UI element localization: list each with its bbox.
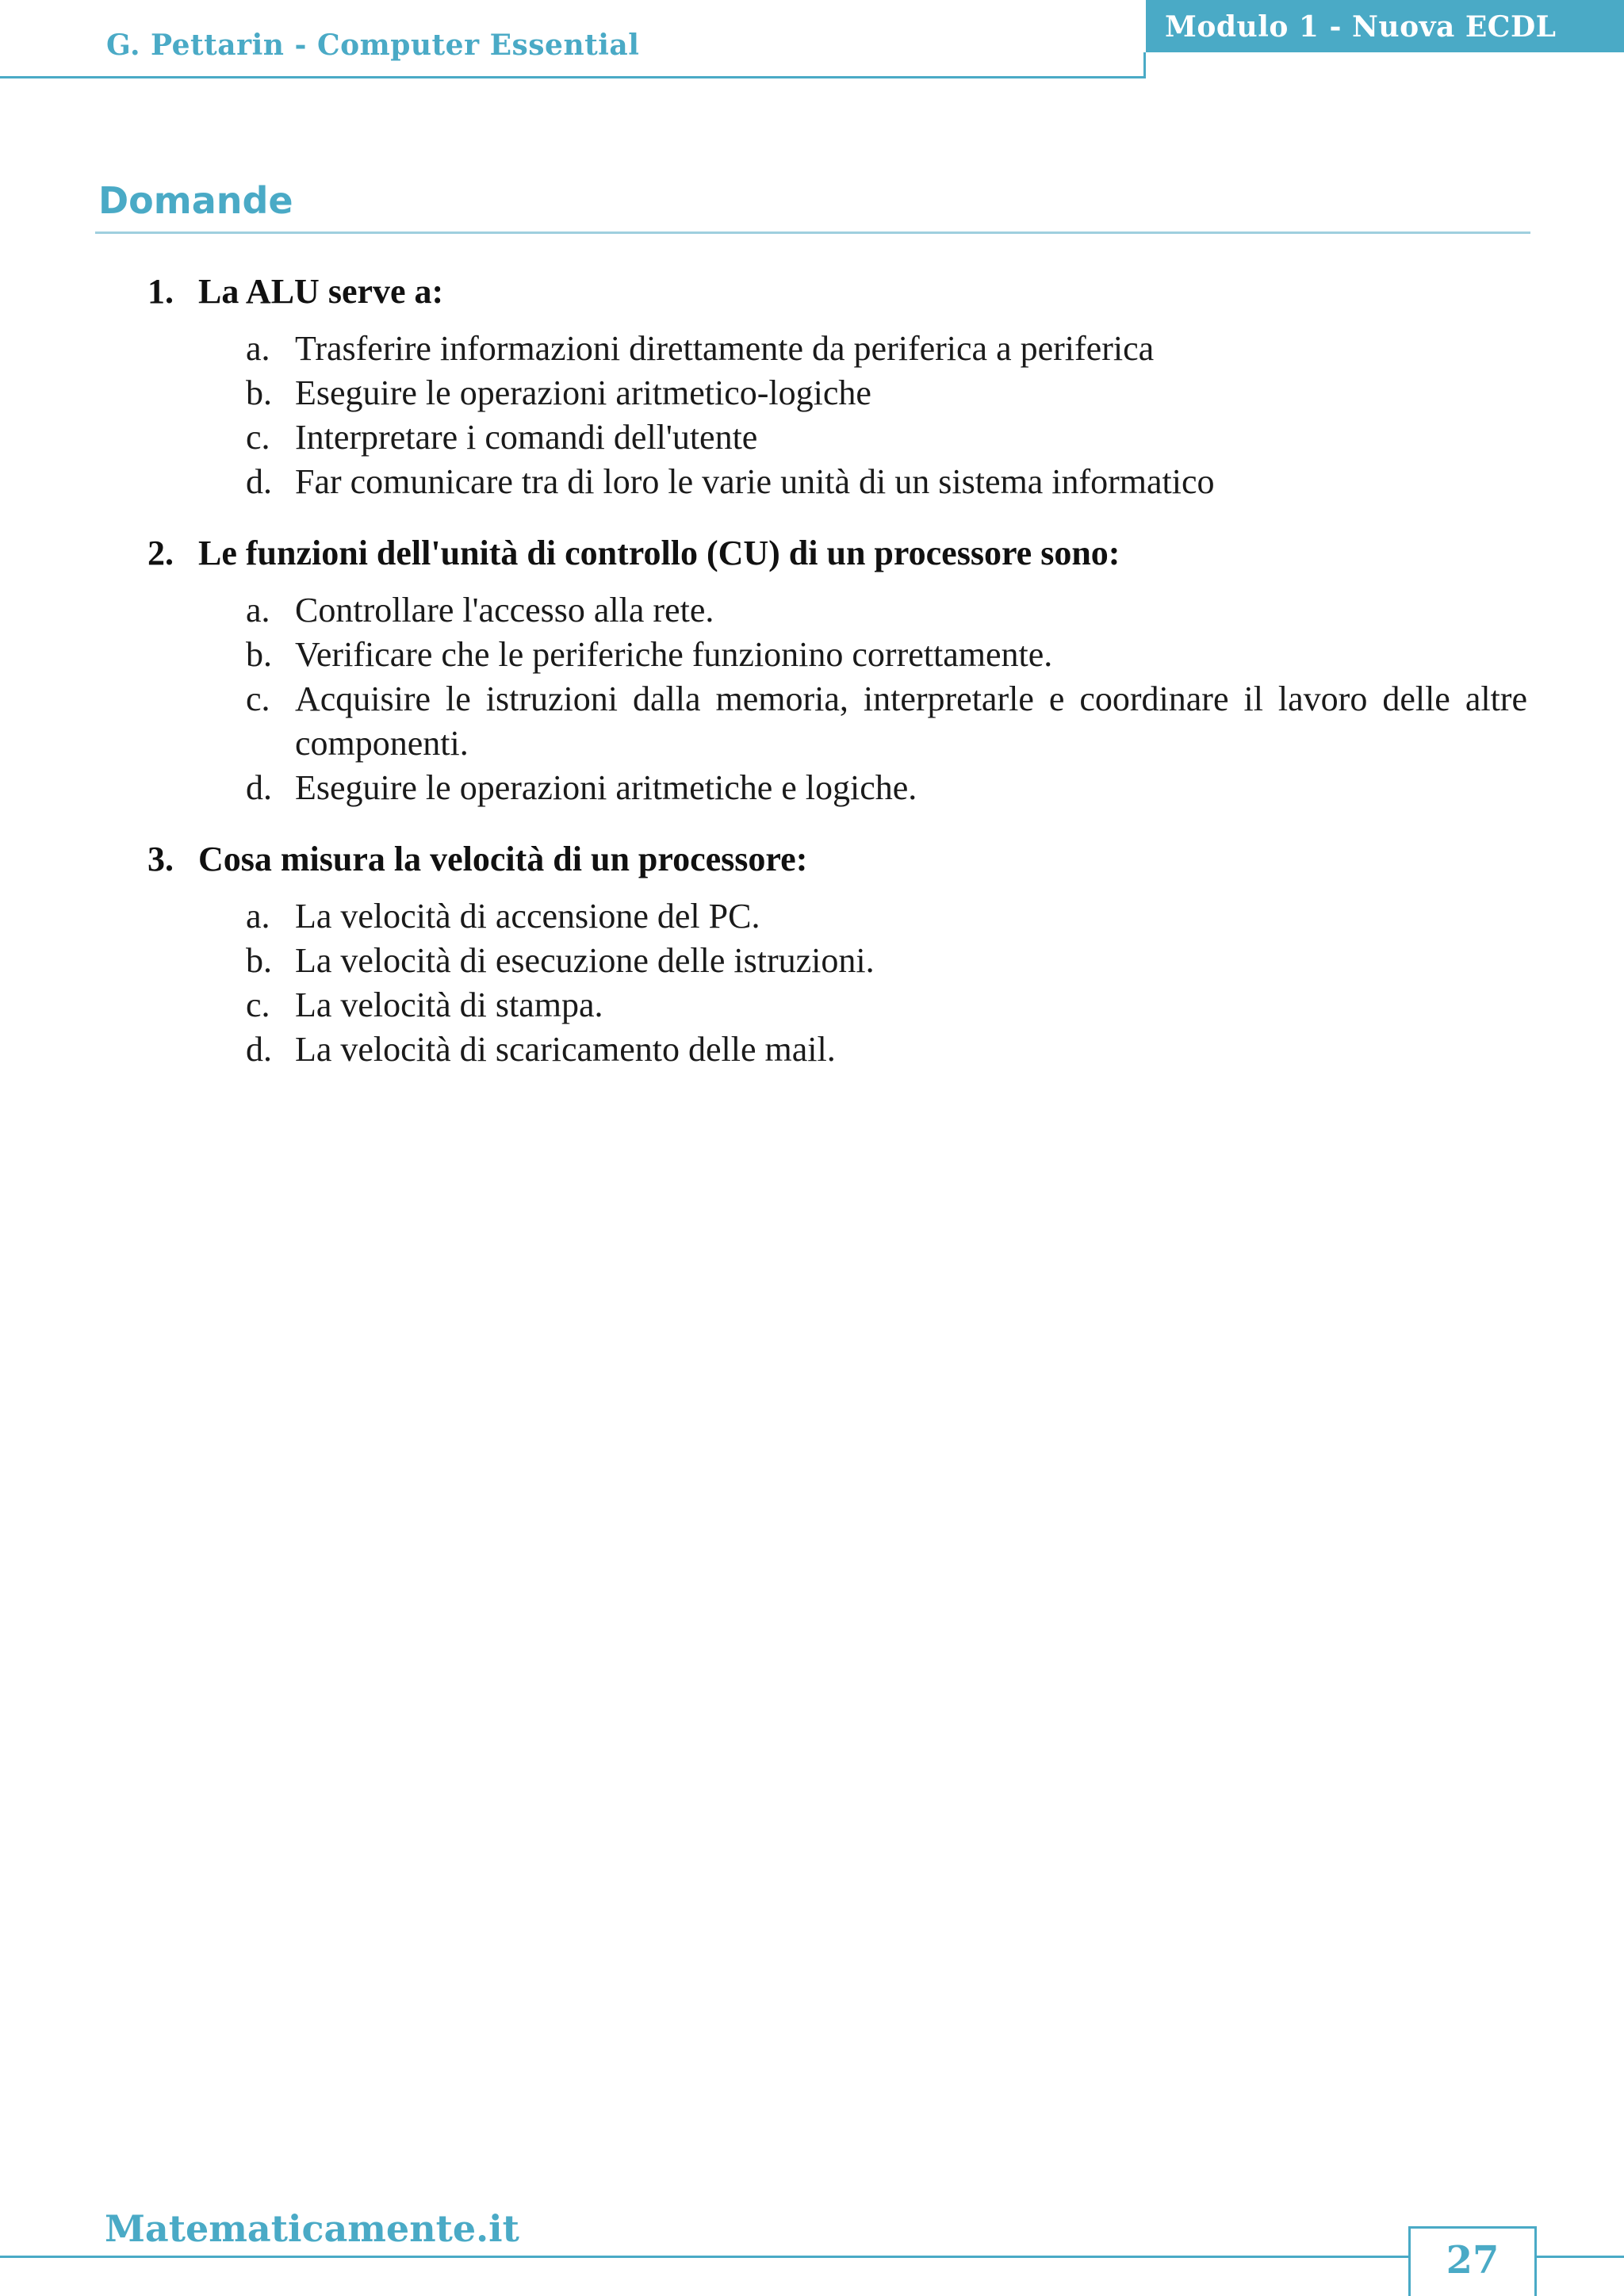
- answer-letter: c.: [246, 418, 270, 457]
- answer-letter: d.: [246, 768, 272, 807]
- question-title: [147, 834, 1527, 885]
- header-module-tab: [1146, 0, 1624, 52]
- answer-text: La velocità di scaricamento delle mail.: [295, 1030, 836, 1069]
- section-title: Domande: [98, 179, 293, 222]
- answer-text: Acquisire le istruzioni dalla memoria, interpretarle e coordinare il lavoro delle altre componenti.: [295, 679, 1527, 763]
- question-title: [147, 528, 1527, 579]
- question-text: Le funzioni dell'unità di controllo (CU) di un processore sono:: [198, 534, 1120, 572]
- answer-item: [246, 371, 1527, 415]
- question-1: [147, 266, 1527, 504]
- answer-list: [147, 588, 1527, 810]
- answer-item: [246, 677, 1527, 766]
- answer-list: [147, 327, 1527, 504]
- answer-item: [246, 766, 1527, 810]
- question-number: 3.: [147, 840, 174, 878]
- answer-text: Eseguire le operazioni aritmetiche e logiche.: [295, 768, 917, 807]
- answer-text: La velocità di stampa.: [295, 985, 603, 1024]
- answer-text: Eseguire le operazioni aritmetico-logiche: [295, 373, 871, 412]
- answer-item: [246, 415, 1527, 460]
- answer-text: Verificare che le periferiche funzionino correttamente.: [295, 635, 1053, 674]
- question-list: [147, 266, 1527, 1096]
- answer-letter: b.: [246, 941, 272, 980]
- answer-item: [246, 327, 1527, 371]
- answer-letter: a.: [246, 329, 270, 368]
- answer-text: La velocità di esecuzione delle istruzioni.: [295, 941, 875, 980]
- footer-rule-right: [1537, 2256, 1624, 2258]
- header-rule: [0, 76, 1146, 78]
- answer-item: [246, 460, 1527, 504]
- answer-letter: b.: [246, 635, 272, 674]
- page-number-box: [1408, 2226, 1537, 2296]
- answer-item: [246, 983, 1527, 1027]
- answer-item: [246, 588, 1527, 633]
- header-divider: [1143, 52, 1146, 78]
- answer-letter: d.: [246, 462, 272, 501]
- page-header: [0, 0, 1624, 82]
- page-number: 27: [1446, 2238, 1500, 2283]
- question-text: La ALU serve a:: [198, 272, 444, 311]
- question-number: 2.: [147, 534, 174, 572]
- answer-text: Interpretare i comandi dell'utente: [295, 418, 758, 457]
- answer-text: Trasferire informazioni direttamente da periferica a periferica: [295, 329, 1155, 368]
- footer-rule: [0, 2256, 1408, 2258]
- answer-letter: b.: [246, 373, 272, 412]
- question-3: [147, 834, 1527, 1072]
- answer-letter: c.: [246, 985, 270, 1024]
- answer-text: Far comunicare tra di loro le varie unità di un sistema informatico: [295, 462, 1215, 501]
- answer-item: [246, 1027, 1527, 1072]
- question-text: Cosa misura la velocità di un processore:: [198, 840, 808, 878]
- answer-item: [246, 894, 1527, 939]
- footer-site-name: Matematicamente.it: [105, 2207, 519, 2250]
- answer-text: La velocità di accensione del PC.: [295, 897, 760, 936]
- answer-letter: d.: [246, 1030, 272, 1069]
- answer-letter: a.: [246, 897, 270, 936]
- answer-letter: c.: [246, 679, 270, 718]
- question-2: [147, 528, 1527, 810]
- answer-item: [246, 633, 1527, 677]
- question-number: 1.: [147, 272, 174, 311]
- answer-item: [246, 939, 1527, 983]
- answer-letter: a.: [246, 591, 270, 629]
- question-title: [147, 266, 1527, 317]
- section-rule: [95, 232, 1530, 234]
- answer-list: [147, 894, 1527, 1072]
- header-module-label: Modulo 1 - Nuova ECDL: [1165, 10, 1557, 44]
- answer-text: Controllare l'accesso alla rete.: [295, 591, 714, 629]
- header-author-title: G. Pettarin - Computer Essential: [106, 29, 640, 62]
